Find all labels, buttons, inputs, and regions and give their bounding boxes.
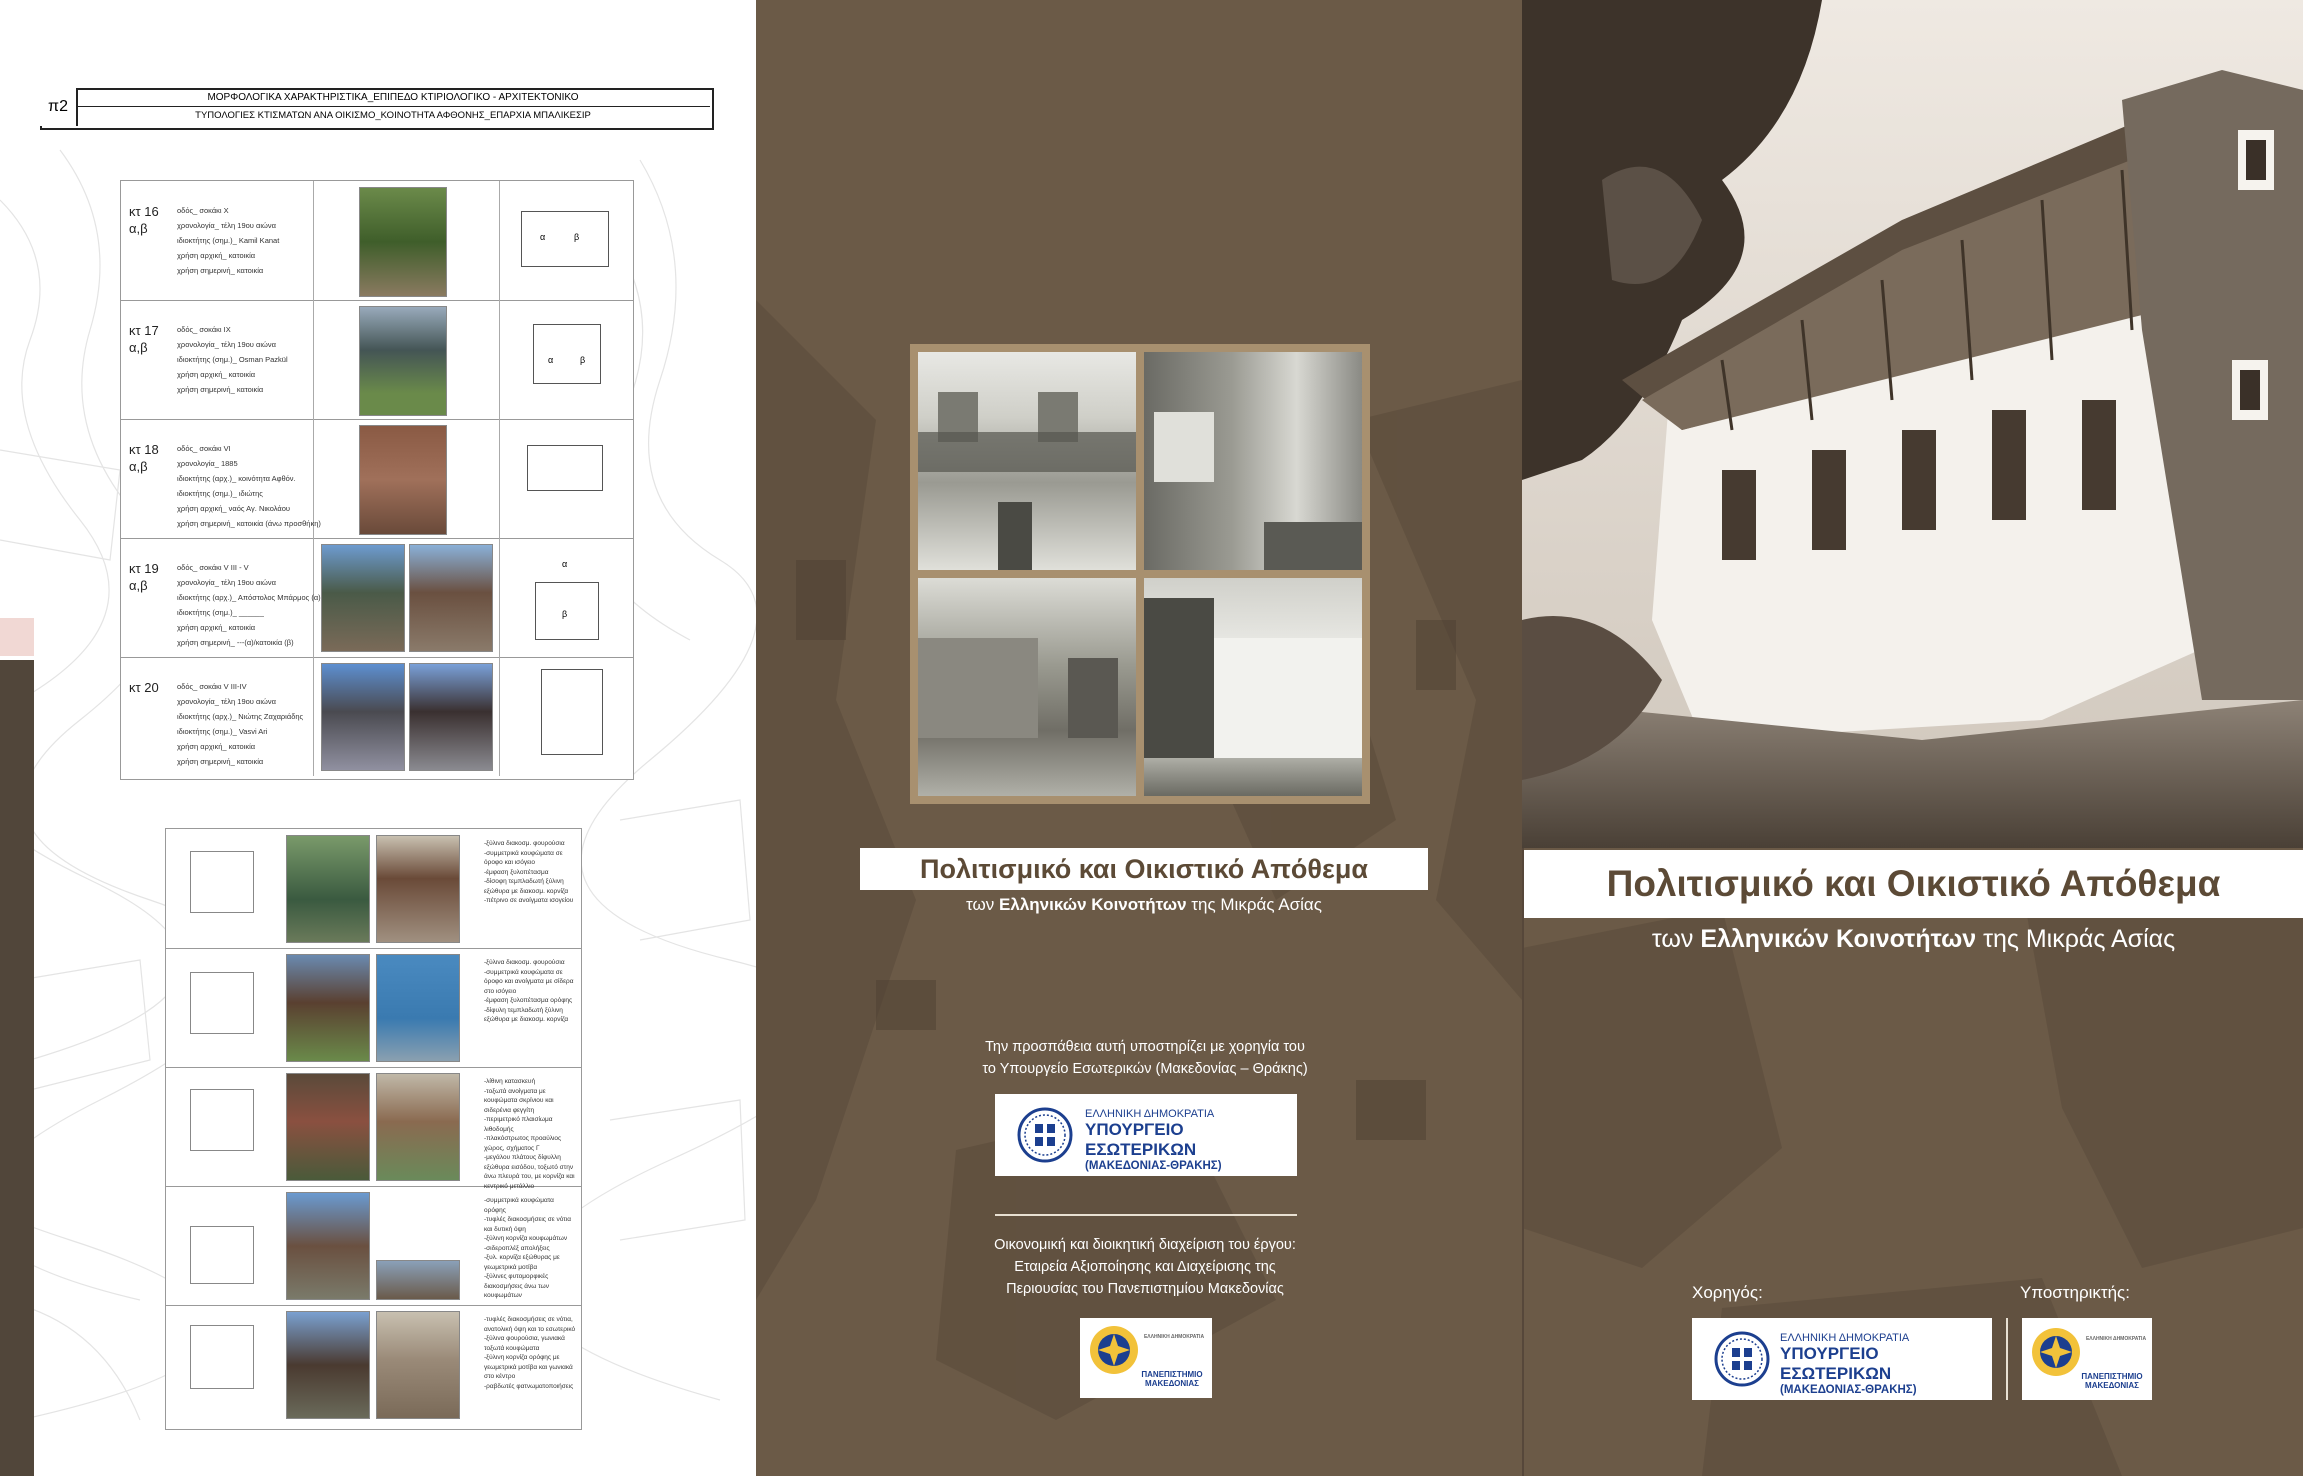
buildings-table (120, 180, 634, 780)
elevation-sketch (190, 1325, 254, 1389)
feature-photo (376, 954, 460, 1062)
greek-emblem-icon (1714, 1330, 1770, 1388)
supporter-logo (2022, 1318, 2152, 1400)
support-text: Την προσπάθεια αυτή υποστηρίζει με χορηγία του το Υπουργείο Εσωτερικών (Μακεδονίας – Θράκης) (982, 1039, 1308, 1077)
elevation-sketch (190, 972, 254, 1034)
feature-photo (376, 835, 460, 943)
building-info: οδός_ σοκάκι V ΙΙΙ-IV χρονολογία_ τέλη 19ου αιώνα ιδιοκτήτης (αρχ.)_ Νιώτης Ζαχαριάδης ιδιοκτήτης (σημ.)_ Vasvi Ari χρήση αρχική_ κατοικία χρήση σημερινή_ κατοικία (177, 682, 304, 766)
table-row (121, 538, 633, 658)
building-info: οδός_ σοκάκι VI χρονολογία_ 1885 ιδιοκτήτης (αρχ.)_ κοινότητα Αφθόν. ιδιοκτήτης (σημ.)_ ιδιώτης χρήση αρχική_ ναός Αγ. Νικολάου χρήση σημερινή_ κατοικία (άνω προσθήκη) (177, 444, 321, 528)
feature-photo (286, 1311, 370, 1419)
floor-plan: α β (521, 211, 609, 267)
collage-photo (918, 578, 1136, 796)
feature-notes: -συμμετρικά κουφώματα ορόφης -τυφλές διακοσμήσεις σε νότια και δυτική όψη -ξύλινη κορνίζα κουφωμάτων -σιδεροπλέξ απολήξεις -ξυλ. κορνίζα εξώθυρας με γεωμετρικά μοτίβα -ξύλινες φυτομορφικές διακοσμήσεις άνω των κουφωμάτων (484, 1197, 571, 1299)
feature-photo (376, 1073, 460, 1181)
feature-photo (286, 954, 370, 1062)
page-number: π2 (40, 88, 78, 126)
features-table (165, 828, 582, 1430)
feature-photo (376, 1311, 460, 1419)
middle-subtitle: των Ελληνικών Κοινοτήτων της Μικράς Ασίας (966, 895, 1322, 914)
left-page (0, 0, 756, 1476)
building-photo (321, 663, 405, 771)
floor-plan (527, 445, 603, 491)
table-row (121, 300, 633, 420)
building-info: οδός_ σοκάκι ΙΧ χρονολογία_ τέλη 19ου αιώνα ιδιοκτήτης (σημ.)_ Osman Pazkül χρήση αρχική_ κατοικία χρήση σημερινή_ κατοικία (177, 325, 288, 394)
building-id: κτ 17 α,β (129, 323, 159, 355)
supporter-label: Υποστηρικτής: (2020, 1283, 2130, 1302)
building-photo (359, 306, 447, 416)
feature-photo (376, 1260, 460, 1300)
cover-title: Πολιτισμικό και Οικιστικό Απόθεμα (1524, 850, 2303, 918)
collage-photo (1144, 352, 1362, 570)
floor-plan: α β (533, 324, 601, 384)
elevation-sketch (190, 1089, 254, 1151)
header-subtitle: ΤΥΠΟΛΟΓΙΕΣ ΚΤΙΣΜΑΤΩΝ ΑΝΑ ΟΙΚΙΣΜΟ_ΚΟΙΝΟΤΗΤΑ ΑΦΘΟΝΗΣ_ΕΠΑΡΧΙΑ ΜΠΑΛΙΚΕΣΙΡ (195, 110, 591, 121)
middle-title: Πολιτισμικό και Οικιστικό Απόθεμα (860, 848, 1428, 890)
building-photo (409, 544, 493, 652)
feature-notes: -ξύλινα διακοσμ. φουρούσια -συμμετρικά κουφώματα σε όροφο και ισόγειο -έμφαση ξυλοπέτασμα -δίσοφη τεμπλαδωτή ξύλινη εξώθυρα με διακοσμ. κορνίζα -πέτρινο σε ανοίγματα ισογείου (484, 840, 574, 904)
management-text: Οικονομική και διοικητική διαχείριση του έργου: Εταιρεία Αξιοποίησης και Διαχείρισης της Περιουσίας του Πανεπιστημίου Μακεδονίας (994, 1237, 1296, 1297)
table-row (166, 1067, 581, 1190)
old-house-photo (1522, 0, 2303, 848)
building-photo (321, 544, 405, 652)
header-title: ΜΟΡΦΟΛΟΓΙΚΑ ΧΑΡΑΚΤΗΡΙΣΤΙΚΑ_ΕΠΙΠΕΔΟ ΚΤΙΡΙΟΛΟΓΙΚΟ - ΑΡΧΙΤΕΚΤΟΝΙΚΟ (76, 90, 710, 107)
table-row (166, 1305, 581, 1424)
university-name: ΠΑΝΕΠΙΣΤΗΜΙΟ ΜΑΚΕΔΟΝΙΑΣ (2081, 1372, 2143, 1390)
feature-photo (286, 1073, 370, 1181)
building-info: οδός_ σοκάκι Χ χρονολογία_ τέλη 19ου αιώνα ιδιοκτήτης (σημ.)_ Kamil Kanat χρήση αρχική_ κατοικία χρήση σημερινή_ κατοικία (177, 206, 280, 275)
table-row (121, 657, 633, 776)
greek-emblem-icon (1017, 1106, 1073, 1164)
table-row (121, 419, 633, 539)
floor-plan: α β (535, 582, 599, 640)
building-photo (409, 663, 493, 771)
sponsor-label: Χορηγός: (1692, 1283, 1763, 1302)
collage-photo (1144, 578, 1362, 796)
photo-collage (910, 344, 1370, 804)
cover-photo (1522, 0, 2303, 848)
building-info: οδός_ σοκάκι V ΙΙΙ - V χρονολογία_ τέλη 19ου αιώνα ιδιοκτήτης (αρχ.)_ Απόστολος Μπάρμος (α) ιδιοκτήτης (σημ.)_ ______ χρήση αρχική_ κατοικία χρήση σημερινή_ ---(α)/κατοικία (β) (177, 563, 321, 647)
side-mark (0, 618, 34, 656)
university-emblem-icon (1086, 1322, 1142, 1378)
building-id: κτ 18 α,β (129, 442, 159, 474)
feature-notes: -ξύλινα διακοσμ. φουρούσια -συμμετρικά κουφώματα σε όροφο και ανοίγματα με σίδερα στο ισόγειο -έμφαση ξυλοπέτασμα ορόφης -δίφυλη τεμπλαδωτή ξύλινη εξώθυρα με διακοσμ. κορνίζα (484, 959, 574, 1023)
building-photo (359, 187, 447, 297)
university-small-text: ΕΛΛΗΝΙΚΗ ΔΗΜΟΚΡΑΤΙΑ (2085, 1336, 2147, 1342)
feature-notes: -τυφλές διακοσμήσεις σε νότια, ανατολική όψη και το εσωτερικό -ξύλινα φουρούσια, γωνιακά τοξωτά κουφώματα -ξύλινη κορνίζα ορόφης με γεωμετρικά μοτίβα και γωνιακά στο κέντρο -ραβδωτές φατνωματοποιήσεις (484, 1316, 576, 1390)
side-band (0, 660, 34, 1476)
ministry-logo: ΕΛΛΗΝΙΚΗ ΔΗΜΟΚΡΑΤΙΑ ΥΠΟΥΡΓΕΙΟ ΕΣΩΤΕΡΙΚΩΝ (ΜΑΚΕΔΟΝΙΑΣ-ΘΡΑΚΗΣ) (995, 1094, 1297, 1176)
university-logo (1080, 1318, 1212, 1398)
elevation-sketch (190, 1226, 254, 1284)
elevation-sketch (190, 851, 254, 913)
table-row (166, 1186, 581, 1306)
university-small-text: ΕΛΛΗΝΙΚΗ ΔΗΜΟΚΡΑΤΙΑ (1143, 1334, 1205, 1340)
divider (995, 1214, 1297, 1216)
building-id: κτ 20 (129, 680, 159, 695)
collage-photo (918, 352, 1136, 570)
table-row (166, 948, 581, 1068)
university-name: ΠΑΝΕΠΙΣΤΗΜΙΟ ΜΑΚΕΔΟΝΙΑΣ (1141, 1370, 1203, 1388)
cover-subtitle: των Ελληνικών Κοινοτήτων της Μικράς Ασίας (1651, 925, 2176, 953)
feature-photo (286, 1192, 370, 1300)
table-row (121, 181, 633, 301)
table-row (166, 829, 581, 949)
building-id: κτ 19 α,β (129, 561, 159, 593)
building-photo (359, 425, 447, 535)
building-id: κτ 16 α,β (129, 204, 159, 236)
floor-plan (541, 669, 603, 755)
feature-photo (286, 835, 370, 943)
feature-notes: -λίθινη κατασκευή -τοξωτά ανοίγματα με κουφώματα σκρίνιου και σιδερένια φεγγίτη -περιμετρικό πλαισίωμα λιθοδομής -πλακόστρωτος προαύλιος χώρος, σχήματος Γ -μεγάλου πλάτους δίφυλλη εξώθυρα εισόδου, τοξωτό στην άνω πλευρά του, με κορνίζα και κεντρικό μετάλλιο (484, 1078, 575, 1190)
sponsor-logo: ΕΛΛΗΝΙΚΗ ΔΗΜΟΚΡΑΤΙΑ ΥΠΟΥΡΓΕΙΟ ΕΣΩΤΕΡΙΚΩΝ (ΜΑΚΕΔΟΝΙΑΣ-ΘΡΑΚΗΣ) (1692, 1318, 1992, 1400)
divider (2006, 1318, 2008, 1400)
